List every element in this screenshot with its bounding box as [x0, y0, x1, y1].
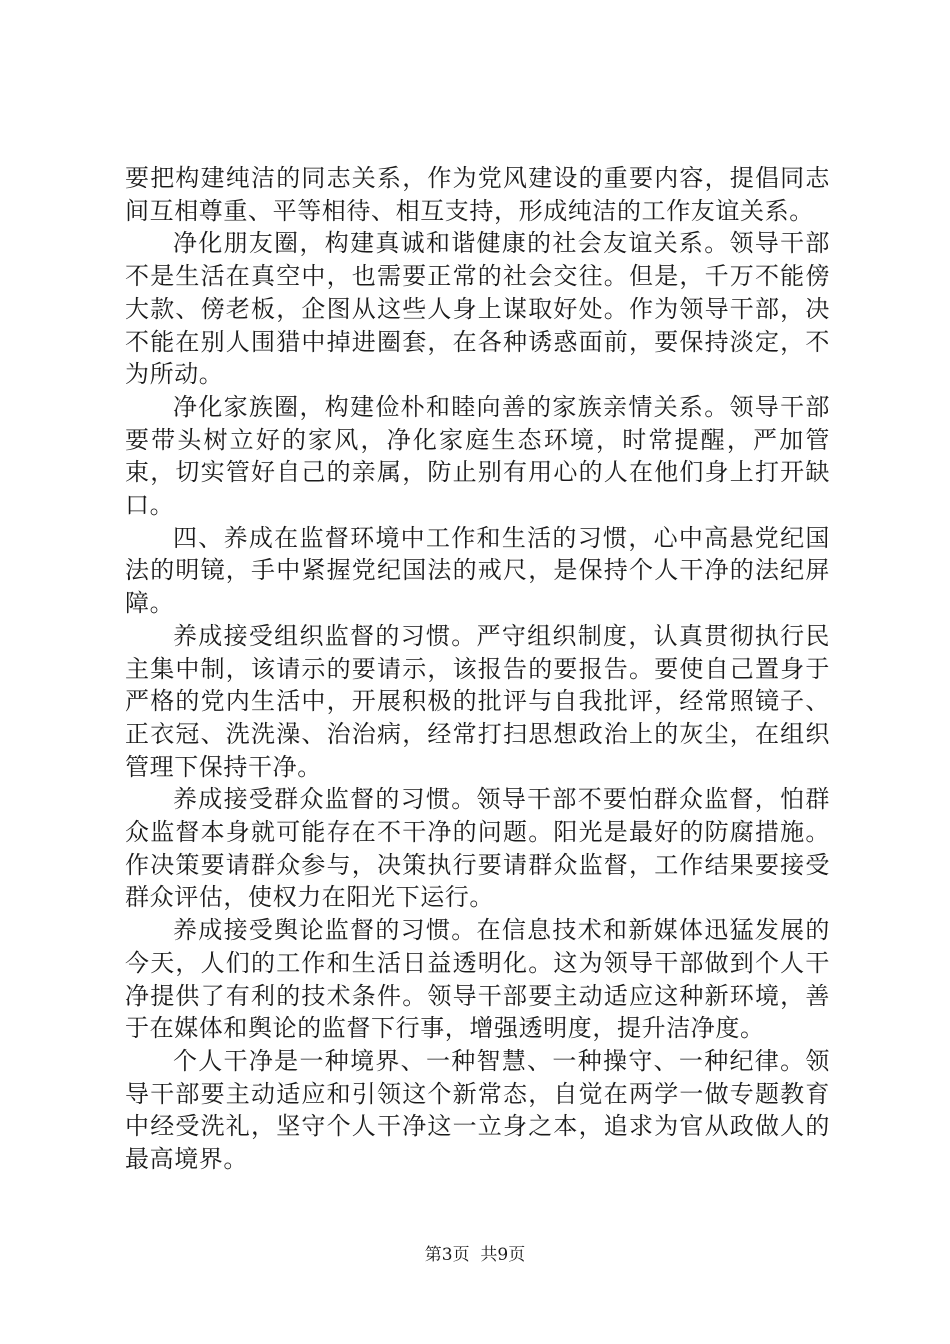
paragraph-continuation: 要把构建纯洁的同志关系，作为党风建设的重要内容，提倡同志间互相尊重、平等相待、相互支持，形成纯洁的工作友谊关系。 — [125, 164, 830, 225]
paragraph-media-supervision: 养成接受舆论监督的习惯。在信息技术和新媒体迅猛发展的今天，人们的工作和生活日益透明化。这为领导干部做到个人干净提供了有利的技术条件。领导干部要主动适应这种新环境，善于在媒体和舆论的监督下行事，增强透明度，提升洁净度。 — [125, 916, 830, 1043]
paragraph-section-four: 四、养成在监督环境中工作和生活的习惯，心中高悬党纪国法的明镜，手中紧握党纪国法的戒尺，是保持个人干净的法纪屏障。 — [125, 523, 830, 618]
paragraph-organization-supervision: 养成接受组织监督的习惯。严守组织制度，认真贯彻执行民主集中制，该请示的要请示，该报告的要报告。要使自己置身于严格的党内生活中，开展积极的批评与自我批评，经常照镜子、正衣冠、洗洗澡、治治病，经常打扫思想政治上的灰尘，在组织管理下保持干净。 — [125, 621, 830, 781]
page-footer — [0, 1240, 950, 1265]
paragraph-family-circle: 净化家族圈，构建俭朴和睦向善的家族亲情关系。领导干部要带头树立好的家风，净化家庭生态环境，时常提醒，严加管束，切实管好自己的亲属，防止别有用心的人在他们身上打开缺口。 — [125, 392, 830, 520]
paragraph-friend-circle: 净化朋友圈，构建真诚和谐健康的社会友谊关系。领导干部不是生活在真空中，也需要正常的社会交往。但是，千万不能傍大款、傍老板，企图从这些人身上谋取好处。作为领导干部，决不能在别人围猎中掉进圈套，在各种诱惑面前，要保持淡定，不为所动。 — [125, 229, 830, 389]
page-number: 第3页 共9页 — [424, 1245, 526, 1265]
paragraph-conclusion: 个人干净是一种境界、一种智慧、一种操守、一种纪律。领导干部要主动适应和引领这个新常态，自觉在两学一做专题教育中经受洗礼，坚守个人干净这一立身之本，追求为官从政做人的最高境界。 — [125, 1046, 830, 1174]
paragraph-public-supervision: 养成接受群众监督的习惯。领导干部不要怕群众监督，怕群众监督本身就可能存在不干净的问题。阳光是最好的防腐措施。作决策要请群众参与，决策执行要请群众监督，工作结果要接受群众评估，使权力在阳光下运行。 — [125, 785, 830, 912]
document-body — [125, 162, 830, 1176]
